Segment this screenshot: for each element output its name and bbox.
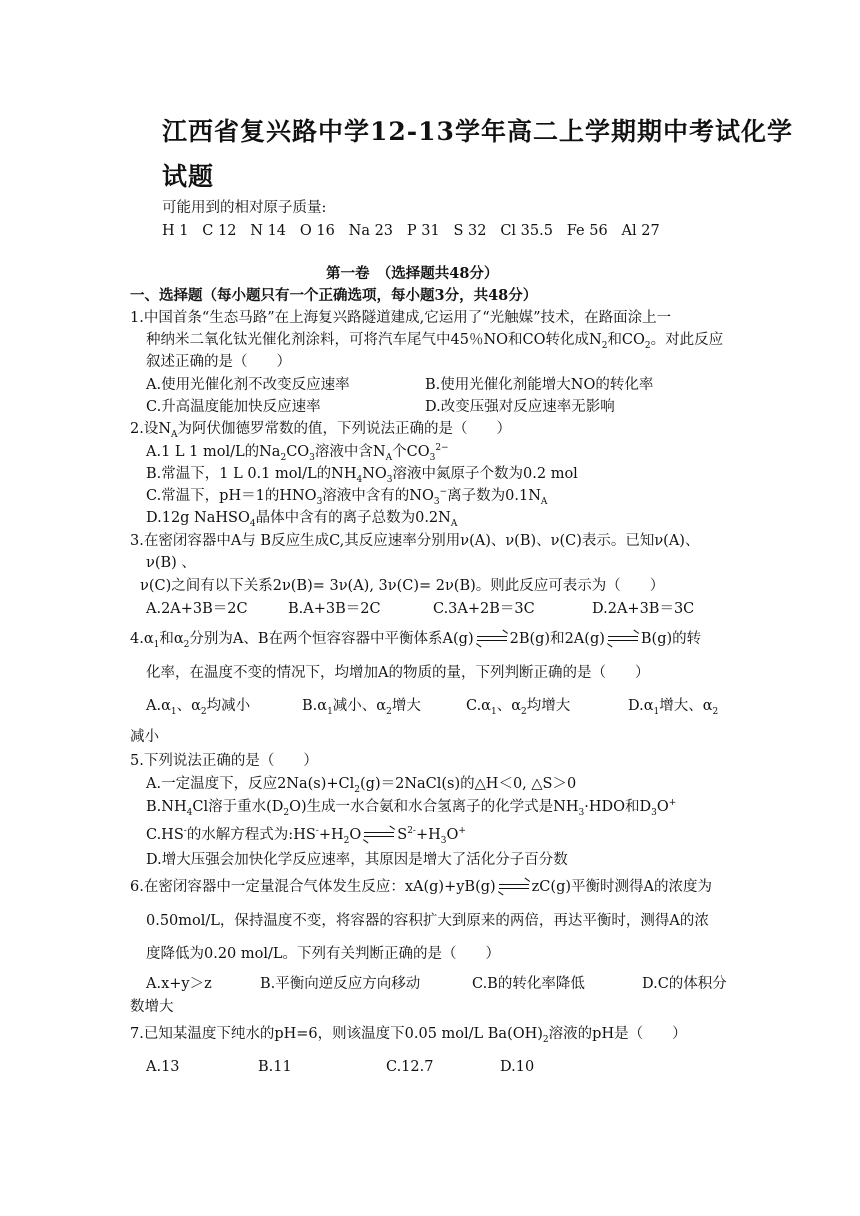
- exam-title-line2: 试题: [162, 162, 215, 191]
- q1-option-c: C.升高温度能加快反应速率: [146, 399, 321, 415]
- q3-option-d: D.2A+3B＝3C: [592, 601, 695, 617]
- q2-option-d: D.12g NaHSO$_4$晶体中含有的离子总数为$0.2N_A$: [146, 510, 458, 529]
- q4-stem-line1: $4.\alpha_1$和$\alpha_2$分别为A、B在两个恒容容器中平衡体系A(g) 2B(g)和2A(g) B(g)的转: [130, 631, 702, 650]
- q1-stem-line1: 1.中国首条“生态马路”在上海复兴路隧道建成,它运用了“光触媒”技术，在路面涂上一: [130, 310, 672, 326]
- q4-option-d: $D.\alpha_1$增大、$\alpha_2$: [628, 698, 719, 717]
- q6-option-d: D.C的体积分: [642, 976, 727, 992]
- q1-option-a: A.使用光催化剂不改变反应速率: [146, 377, 350, 393]
- q3-option-b: B.A+3B＝2C: [288, 601, 381, 617]
- q4-stem-line2: 化率，在温度不变的情况下，均增加A的物质的量，下列判断正确的是（ ）: [146, 665, 650, 681]
- q3-stem-line1: 3.在密闭容器中A与 B反应生成C,其反应速率分别用ν(A)、ν(B)、ν(C)表示。已知ν(A)、: [130, 533, 700, 549]
- q1-stem-line3: 叙述正确的是（ ）: [146, 354, 291, 370]
- q4-option-b: $B.\alpha_1$减小、$\alpha_2$增大: [302, 698, 421, 717]
- q3-option-a: A.2A+3B＝2C: [146, 601, 248, 617]
- q7-option-d: D.10: [500, 1059, 535, 1075]
- equilibrium-arrow-icon: [497, 882, 531, 892]
- q2-stem: 2.设$N_A$为阿伏伽德罗常数的值，下列说法正确的是（ ）: [130, 421, 512, 440]
- q3-stem-line2: ν(C)之间有以下关系2ν(B)= 3ν(A), 3ν(C)= 2ν(B)。则此反应可表示为（ ）: [140, 578, 665, 594]
- equilibrium-arrow-icon: [606, 634, 640, 644]
- q4-option-c: $C.\alpha_1$、$\alpha_2$均增大: [466, 698, 571, 717]
- part-heading: 一、选择题（每小题只有一个正确选项，每小题3分，共48分）: [130, 287, 538, 304]
- q3-stem-line1b: ν(B) 、: [146, 555, 196, 571]
- q7-option-a: A.13: [146, 1059, 180, 1075]
- q4-option-a: $A.\alpha_1$、$\alpha_2$均减小: [146, 698, 251, 717]
- q5-stem: 5.下列说法正确的是（ ）: [130, 753, 318, 769]
- q6-stem-line3: 度降低为0.20 mol/L。下列有关判断正确的是（ ）: [146, 946, 501, 962]
- equilibrium-arrow-icon: [475, 634, 509, 644]
- q5-option-b: $B.NH_4Cl$溶于重水$(D_2O)$生成一水合氨和水合氢离子的化学式是$NH_3\cdot HDO$和$D_3O^+$: [146, 798, 677, 818]
- q5-option-d: D.增大压强会加快化学反应速率，其原因是增大了活化分子百分数: [146, 852, 568, 868]
- q1-option-d: D.改变压强对反应速率无影响: [425, 399, 615, 415]
- q4-option-d-wrap: 减小: [130, 729, 159, 745]
- atomic-mass-values: H 1 C 12 N 14 O 16 Na 23 P 31 S 32 Cl 35.5 Fe 56 Al 27: [162, 223, 660, 239]
- q2-option-a: A.1 L 1 mol/L的$Na_2CO_3$溶液中含$N_A$个$CO_3^{2-}$: [146, 443, 449, 463]
- section-title: 第一卷 （选择题共48分）: [326, 265, 499, 282]
- q2-option-c: C.常温下，pH＝1的$HNO_3$溶液中含有的$NO_3^-$离子数为$0.1N_A$: [146, 487, 548, 507]
- q7-option-b: B.11: [258, 1059, 292, 1075]
- q6-option-d-wrap: 数增大: [130, 999, 174, 1015]
- atomic-mass-label: 可能用到的相对原子质量:: [162, 200, 327, 216]
- equilibrium-arrow-icon: [362, 830, 396, 840]
- q3-option-c: C.3A+2B＝3C: [433, 601, 535, 617]
- q6-option-b: B.平衡向逆反应方向移动: [260, 976, 421, 992]
- q5-option-c: C.HS-的水解方程式为$:HS^-+H_2O$ $S^{2-}+H_3O^+$: [146, 826, 466, 846]
- q6-stem-line1: 6.在密闭容器中一定量混合气体发生反应：xA(g)+yB(g) zC(g)平衡时测得A的浓度为: [130, 879, 712, 895]
- q2-option-b: B.常温下，1 L 0.1 mol/L的$NH_4NO_3$溶液中氮原子个数为0.2 mol: [146, 466, 578, 485]
- q6-option-a: A.x+y＞z: [146, 976, 212, 992]
- q6-option-c: C.B的转化率降低: [472, 976, 585, 992]
- q6-stem-line2: 0.50mol/L，保持温度不变，将容器的容积扩大到原来的两倍，再达平衡时，测得A的浓: [146, 913, 709, 929]
- exam-title-line1: 江西省复兴路中学12-13学年高二上学期期中考试化学: [162, 117, 793, 146]
- q7-option-c: C.12.7: [386, 1059, 434, 1075]
- q1-option-b: B.使用光催化剂能增大NO的转化率: [425, 377, 654, 393]
- q1-stem-line2: 种纳米二氧化钛光催化剂涂料，可将汽车尾气中45％NO和CO转化成$N_2$和$CO_2$。对此反应: [146, 332, 724, 351]
- q5-option-a: A.一定温度下，反应$2Na(s)+Cl_2(g)=2NaCl(s)$的△H＜0, △S＞0: [146, 776, 577, 795]
- q7-stem: 7.已知某温度下纯水的pH=6，则该温度下0.05 mol/L $Ba(OH)_2$溶液的pH是（ ）: [130, 1026, 687, 1045]
